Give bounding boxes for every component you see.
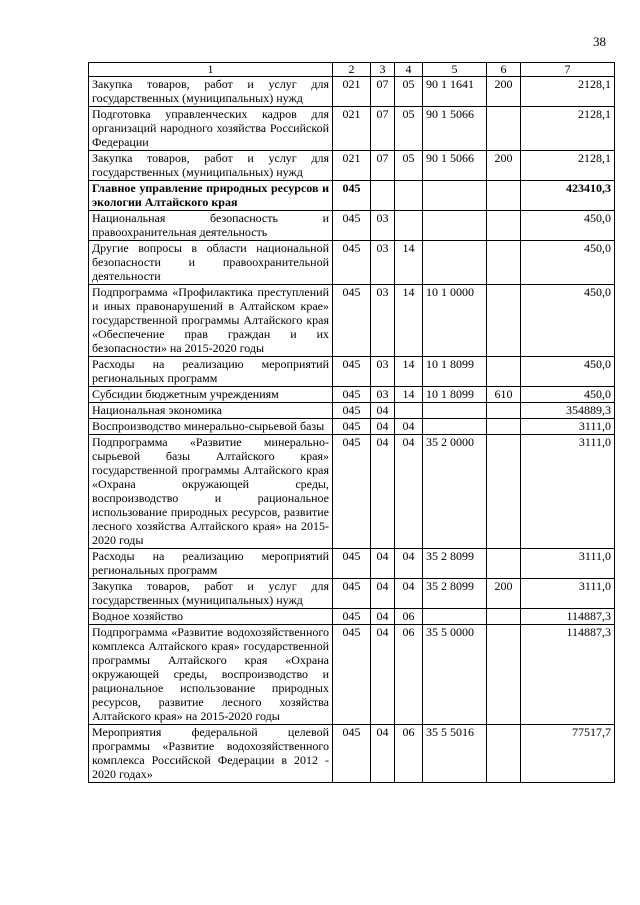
- row-target-code: 35 5 0000: [423, 625, 487, 725]
- table-row: [89, 285, 615, 357]
- row-admin-code: 021: [333, 107, 371, 151]
- row-section-code: 04: [371, 549, 395, 579]
- row-amount: 450,0: [521, 241, 615, 285]
- table-row: [89, 579, 615, 609]
- row-section-code: 04: [371, 435, 395, 549]
- row-section-code: 03: [371, 387, 395, 403]
- row-subsection-code: 14: [395, 285, 423, 357]
- row-expense-type-code: 200: [487, 579, 521, 609]
- row-target-code: [423, 241, 487, 285]
- row-admin-code: 045: [333, 625, 371, 725]
- table-row: [89, 77, 615, 107]
- row-subsection-code: 14: [395, 241, 423, 285]
- row-subsection-code: 05: [395, 107, 423, 151]
- row-amount: 3111,0: [521, 435, 615, 549]
- row-admin-code: 045: [333, 435, 371, 549]
- row-target-code: [423, 181, 487, 211]
- row-name: Закупка товаров, работ и услуг для государственных (муниципальных) нужд: [89, 77, 333, 107]
- row-name: Закупка товаров, работ и услуг для государственных (муниципальных) нужд: [89, 579, 333, 609]
- row-target-code: 90 1 5066: [423, 107, 487, 151]
- row-amount: 2128,1: [521, 107, 615, 151]
- row-name: Расходы на реализацию мероприятий региональных программ: [89, 549, 333, 579]
- row-amount: 114887,3: [521, 625, 615, 725]
- row-subsection-code: 04: [395, 549, 423, 579]
- row-admin-code: 021: [333, 77, 371, 107]
- page-number: 38: [593, 34, 606, 49]
- table-row: [89, 625, 615, 725]
- row-expense-type-code: [487, 419, 521, 435]
- row-amount: 450,0: [521, 357, 615, 387]
- row-expense-type-code: 610: [487, 387, 521, 403]
- row-name: Мероприятия федеральной целевой программы «Развитие водохозяйственного комплекса Российской Федерации в 2012 - 2020 годах»: [89, 725, 333, 783]
- row-section-code: 04: [371, 579, 395, 609]
- row-subsection-code: 14: [395, 387, 423, 403]
- header-col-1: 1: [89, 63, 333, 77]
- row-name: Подпрограмма «Развитие минерально-сырьевой базы Алтайского края» государственной программы Алтайского края «Охрана окружающей среды, воспроизводство и рациональное использование природных ресурсов, развитие лесного хозяйства Алтайского края» на 2015-2020 годы: [89, 435, 333, 549]
- row-section-code: 07: [371, 77, 395, 107]
- row-name: Другие вопросы в области национальной безопасности и правоохранительной деятельности: [89, 241, 333, 285]
- row-amount: 450,0: [521, 211, 615, 241]
- row-expense-type-code: [487, 241, 521, 285]
- row-target-code: 10 1 8099: [423, 357, 487, 387]
- row-section-code: [371, 181, 395, 211]
- row-admin-code: 045: [333, 387, 371, 403]
- row-target-code: 35 2 0000: [423, 435, 487, 549]
- row-subsection-code: 04: [395, 419, 423, 435]
- row-target-code: 35 2 8099: [423, 549, 487, 579]
- row-subsection-code: 05: [395, 151, 423, 181]
- row-subsection-code: 06: [395, 609, 423, 625]
- row-subsection-code: 06: [395, 625, 423, 725]
- header-col-3: 3: [371, 63, 395, 77]
- row-admin-code: 045: [333, 419, 371, 435]
- row-target-code: [423, 403, 487, 419]
- row-section-code: 03: [371, 211, 395, 241]
- table-row: [89, 387, 615, 403]
- row-amount: 3111,0: [521, 419, 615, 435]
- row-expense-type-code: [487, 285, 521, 357]
- row-subsection-code: 05: [395, 77, 423, 107]
- row-target-code: 35 5 5016: [423, 725, 487, 783]
- table-row: [89, 435, 615, 549]
- row-subsection-code: 04: [395, 579, 423, 609]
- row-target-code: [423, 609, 487, 625]
- row-subsection-code: 14: [395, 357, 423, 387]
- row-expense-type-code: [487, 107, 521, 151]
- row-name: Главное управление природных ресурсов и экологии Алтайского края: [89, 181, 333, 211]
- row-admin-code: 045: [333, 403, 371, 419]
- row-name: Национальная экономика: [89, 403, 333, 419]
- row-amount: 423410,3: [521, 181, 615, 211]
- row-section-code: 04: [371, 609, 395, 625]
- table-row: [89, 107, 615, 151]
- row-expense-type-code: [487, 625, 521, 725]
- header-col-2: 2: [333, 63, 371, 77]
- header-col-5: 5: [423, 63, 487, 77]
- row-name: Подпрограмма «Развитие водохозяйственного комплекса Алтайского края» государственной программы Алтайского края «Охрана окружающей среды, воспроизводство и рациональное использование природных ресурсов, развитие лесного хозяйства Алтайского края» на 2015-2020 годы: [89, 625, 333, 725]
- row-name: Подготовка управленческих кадров для организаций народного хозяйства Российской Федерации: [89, 107, 333, 151]
- row-target-code: 35 2 8099: [423, 579, 487, 609]
- row-section-code: 04: [371, 725, 395, 783]
- row-name: Субсидии бюджетным учреждениям: [89, 387, 333, 403]
- row-target-code: [423, 211, 487, 241]
- row-name: Воспроизводство минерально-сырьевой базы: [89, 419, 333, 435]
- row-amount: 450,0: [521, 285, 615, 357]
- row-admin-code: 045: [333, 609, 371, 625]
- row-expense-type-code: [487, 725, 521, 783]
- row-name: Расходы на реализацию мероприятий региональных программ: [89, 357, 333, 387]
- row-name: Закупка товаров, работ и услуг для государственных (муниципальных) нужд: [89, 151, 333, 181]
- row-amount: 354889,3: [521, 403, 615, 419]
- row-admin-code: 045: [333, 725, 371, 783]
- row-target-code: 90 1 1641: [423, 77, 487, 107]
- table-header-row: [89, 63, 615, 77]
- row-expense-type-code: 200: [487, 77, 521, 107]
- budget-table: [88, 62, 615, 783]
- row-amount: 2128,1: [521, 151, 615, 181]
- table-row: [89, 241, 615, 285]
- row-section-code: 03: [371, 285, 395, 357]
- table-row: [89, 211, 615, 241]
- row-admin-code: 045: [333, 181, 371, 211]
- row-admin-code: 045: [333, 285, 371, 357]
- row-expense-type-code: [487, 609, 521, 625]
- row-section-code: 07: [371, 151, 395, 181]
- row-expense-type-code: [487, 211, 521, 241]
- row-amount: 3111,0: [521, 549, 615, 579]
- table-row: [89, 403, 615, 419]
- row-section-code: 03: [371, 357, 395, 387]
- table-row: [89, 419, 615, 435]
- row-section-code: 03: [371, 241, 395, 285]
- row-section-code: 04: [371, 625, 395, 725]
- row-admin-code: 045: [333, 357, 371, 387]
- row-target-code: [423, 419, 487, 435]
- row-amount: 2128,1: [521, 77, 615, 107]
- table-row: [89, 609, 615, 625]
- row-section-code: 04: [371, 419, 395, 435]
- row-expense-type-code: [487, 357, 521, 387]
- header-col-7: 7: [521, 63, 615, 77]
- row-expense-type-code: [487, 181, 521, 211]
- table-row: [89, 181, 615, 211]
- row-admin-code: 045: [333, 549, 371, 579]
- row-expense-type-code: 200: [487, 151, 521, 181]
- table-row: [89, 357, 615, 387]
- row-admin-code: 045: [333, 579, 371, 609]
- row-target-code: 10 1 0000: [423, 285, 487, 357]
- row-amount: 77517,7: [521, 725, 615, 783]
- row-expense-type-code: [487, 435, 521, 549]
- row-section-code: 07: [371, 107, 395, 151]
- row-target-code: 10 1 8099: [423, 387, 487, 403]
- header-col-6: 6: [487, 63, 521, 77]
- row-admin-code: 045: [333, 241, 371, 285]
- row-name: Водное хозяйство: [89, 609, 333, 625]
- row-amount: 114887,3: [521, 609, 615, 625]
- header-col-4: 4: [395, 63, 423, 77]
- row-subsection-code: [395, 181, 423, 211]
- table-row: [89, 549, 615, 579]
- row-name: Подпрограмма «Профилактика преступлений и иных правонарушений в Алтайском крае» государственной программы Алтайского края «Обеспечение прав граждан и их безопасности» на 2015-2020 годы: [89, 285, 333, 357]
- row-amount: 450,0: [521, 387, 615, 403]
- row-admin-code: 021: [333, 151, 371, 181]
- row-name: Национальная безопасность и правоохранительная деятельность: [89, 211, 333, 241]
- row-expense-type-code: [487, 549, 521, 579]
- row-target-code: 90 1 5066: [423, 151, 487, 181]
- row-section-code: 04: [371, 403, 395, 419]
- row-subsection-code: [395, 211, 423, 241]
- row-subsection-code: 06: [395, 725, 423, 783]
- table-row: [89, 725, 615, 783]
- row-subsection-code: [395, 403, 423, 419]
- table-row: [89, 151, 615, 181]
- row-admin-code: 045: [333, 211, 371, 241]
- row-subsection-code: 04: [395, 435, 423, 549]
- row-expense-type-code: [487, 403, 521, 419]
- row-amount: 3111,0: [521, 579, 615, 609]
